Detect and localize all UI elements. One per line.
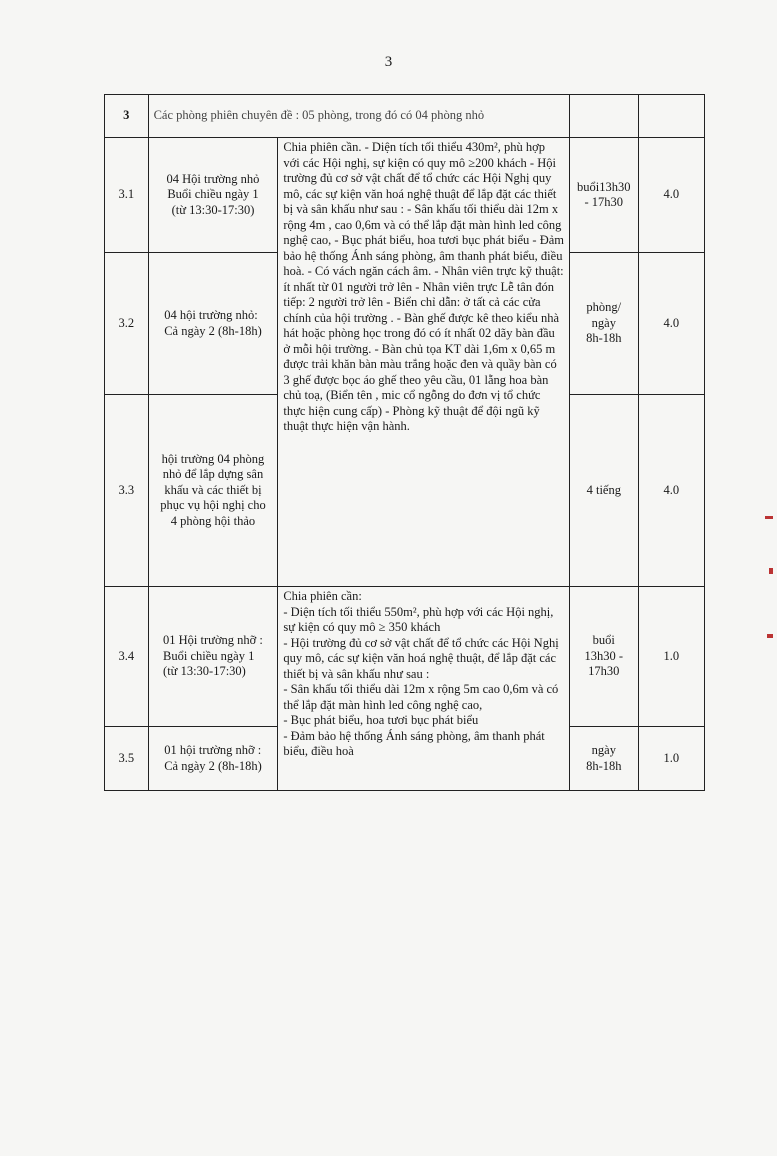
room-name-text: hội trường 04 phòng nhỏ để lắp dựng sân khấu và các thiết bị phục vụ hội nghị cho 4 phòng hội thảo	[160, 451, 266, 528]
time-unit: 4 tiếng	[570, 395, 639, 587]
row-number: 3.1	[105, 138, 149, 253]
edge-stamp-mark	[765, 516, 773, 519]
room-name-text: 04 Hội trường nhỏ Buổi chiều ngày 1 (từ 13:30-17:30)	[166, 171, 260, 217]
row-number: 3.3	[105, 395, 149, 587]
time-unit: buổi13h30 - 17h30	[570, 138, 639, 253]
table-row	[105, 138, 705, 253]
requirements-description	[278, 138, 570, 587]
time-unit: phòng/ ngày 8h-18h	[570, 253, 639, 395]
quantity: 4.0	[638, 395, 704, 587]
empty-cell	[638, 95, 704, 138]
room-name	[148, 727, 278, 791]
quantity: 4.0	[638, 253, 704, 395]
empty-cell	[570, 95, 639, 138]
room-name-text: 04 hội trường nhỏ: Cả ngày 2 (8h-18h)	[164, 308, 262, 338]
requirements-table-wrapper	[104, 94, 705, 791]
page-number: 3	[384, 54, 393, 70]
quantity: 1.0	[638, 727, 704, 791]
room-name	[148, 138, 278, 253]
edge-stamp-mark	[767, 634, 773, 638]
section-title: Các phòng phiên chuyên đề : 05 phòng, trong đó có 04 phòng nhỏ	[148, 95, 569, 138]
room-name	[148, 253, 278, 395]
quantity: 1.0	[638, 587, 704, 727]
row-number: 3.2	[105, 253, 149, 395]
section-number: 3	[105, 95, 149, 138]
room-name	[148, 395, 278, 587]
requirements-description-medium	[278, 587, 570, 791]
description-text: Chia phiên cần. - Diện tích tối thiểu 430m², phù hợp với các Hội nghị, sự kiện có quy mô ≥200 khách - Hội trường đủ cơ sở vật chất để tổ chức các Hội Nghị quy mô, các sự kiện văn hoá nghệ thuật để lắp đặt các thiết bị và sân khấu như sau : - Sân khấu tối thiểu dài 12m x rộng 4m , cao 0,6m và có thể lắp đặt màn hình led công nghệ cao, - Bục phát biểu, hoa tươi bục phát biểu - Đảm bảo hệ thống Ánh sáng phòng, âm thanh phát biểu, điều hoà. - Có vách ngăn cách âm. - Nhân viên trực kỹ thuật: ít nhất từ 01 người trở lên - Nhân viên trực Lễ tân đón tiếp: 2 người trở lên - Biển chỉ dẫn: ở tất cả các cửa chính của hội trường . - Bàn ghế được kê theo kiểu nhà hát hoặc phòng học trong đó có ít nhất 02 dãy bàn đầu ở mỗi hội trường. - Bàn chủ tọa KT dài 1,6m x 0,65 m được trải khăn bàn màu trắng hoặc đen và quầy bàn có 3 ghế được bọc áo ghế theo yêu cầu, 01 lẵng hoa bàn chủ toạ, (Biển tên , mic cổ ngỗng do đơn vị tổ chức thực hiện cung cấp) - Phòng kỹ thuật để đội ngũ kỹ thuật thực hiện vận hành.	[283, 140, 565, 433]
room-name-text: 01 Hội trường nhỡ : Buổi chiều ngày 1 (từ 13:30-17:30)	[163, 633, 263, 679]
row-number: 3.4	[105, 587, 149, 727]
room-name	[148, 587, 278, 727]
room-name-text: 01 hội trường nhỡ : Cả ngày 2 (8h-18h)	[164, 743, 262, 773]
quantity: 4.0	[638, 138, 704, 253]
table-row	[105, 587, 705, 727]
row-number: 3.5	[105, 727, 149, 791]
edge-stamp-mark	[769, 568, 773, 574]
time-unit: ngày 8h-18h	[570, 727, 639, 791]
requirements-table	[104, 94, 705, 791]
section-header-row	[105, 95, 705, 138]
description-text: Chia phiên cần: - Diện tích tối thiểu 550m², phù hợp với các Hội nghị, sự kiện có quy mô ≥ 350 khách - Hội trường đủ cơ sở vật chất để tổ chức các Hội Nghị quy mô, các sự kiện văn hoá nghệ thuật, để lắp đặt các thiết bị và sân khấu như sau : - Sân khấu tối thiểu dài 12m x rộng 5m cao 0,6m và có thể lắp đặt màn hình led công nghệ cao, - Bục phát biểu, hoa tươi bục phát biểu - Đảm bảo hệ thống Ánh sáng phòng, âm thanh phát biểu, điều hoà	[283, 589, 559, 758]
time-unit: buổi 13h30 - 17h30	[570, 587, 639, 727]
